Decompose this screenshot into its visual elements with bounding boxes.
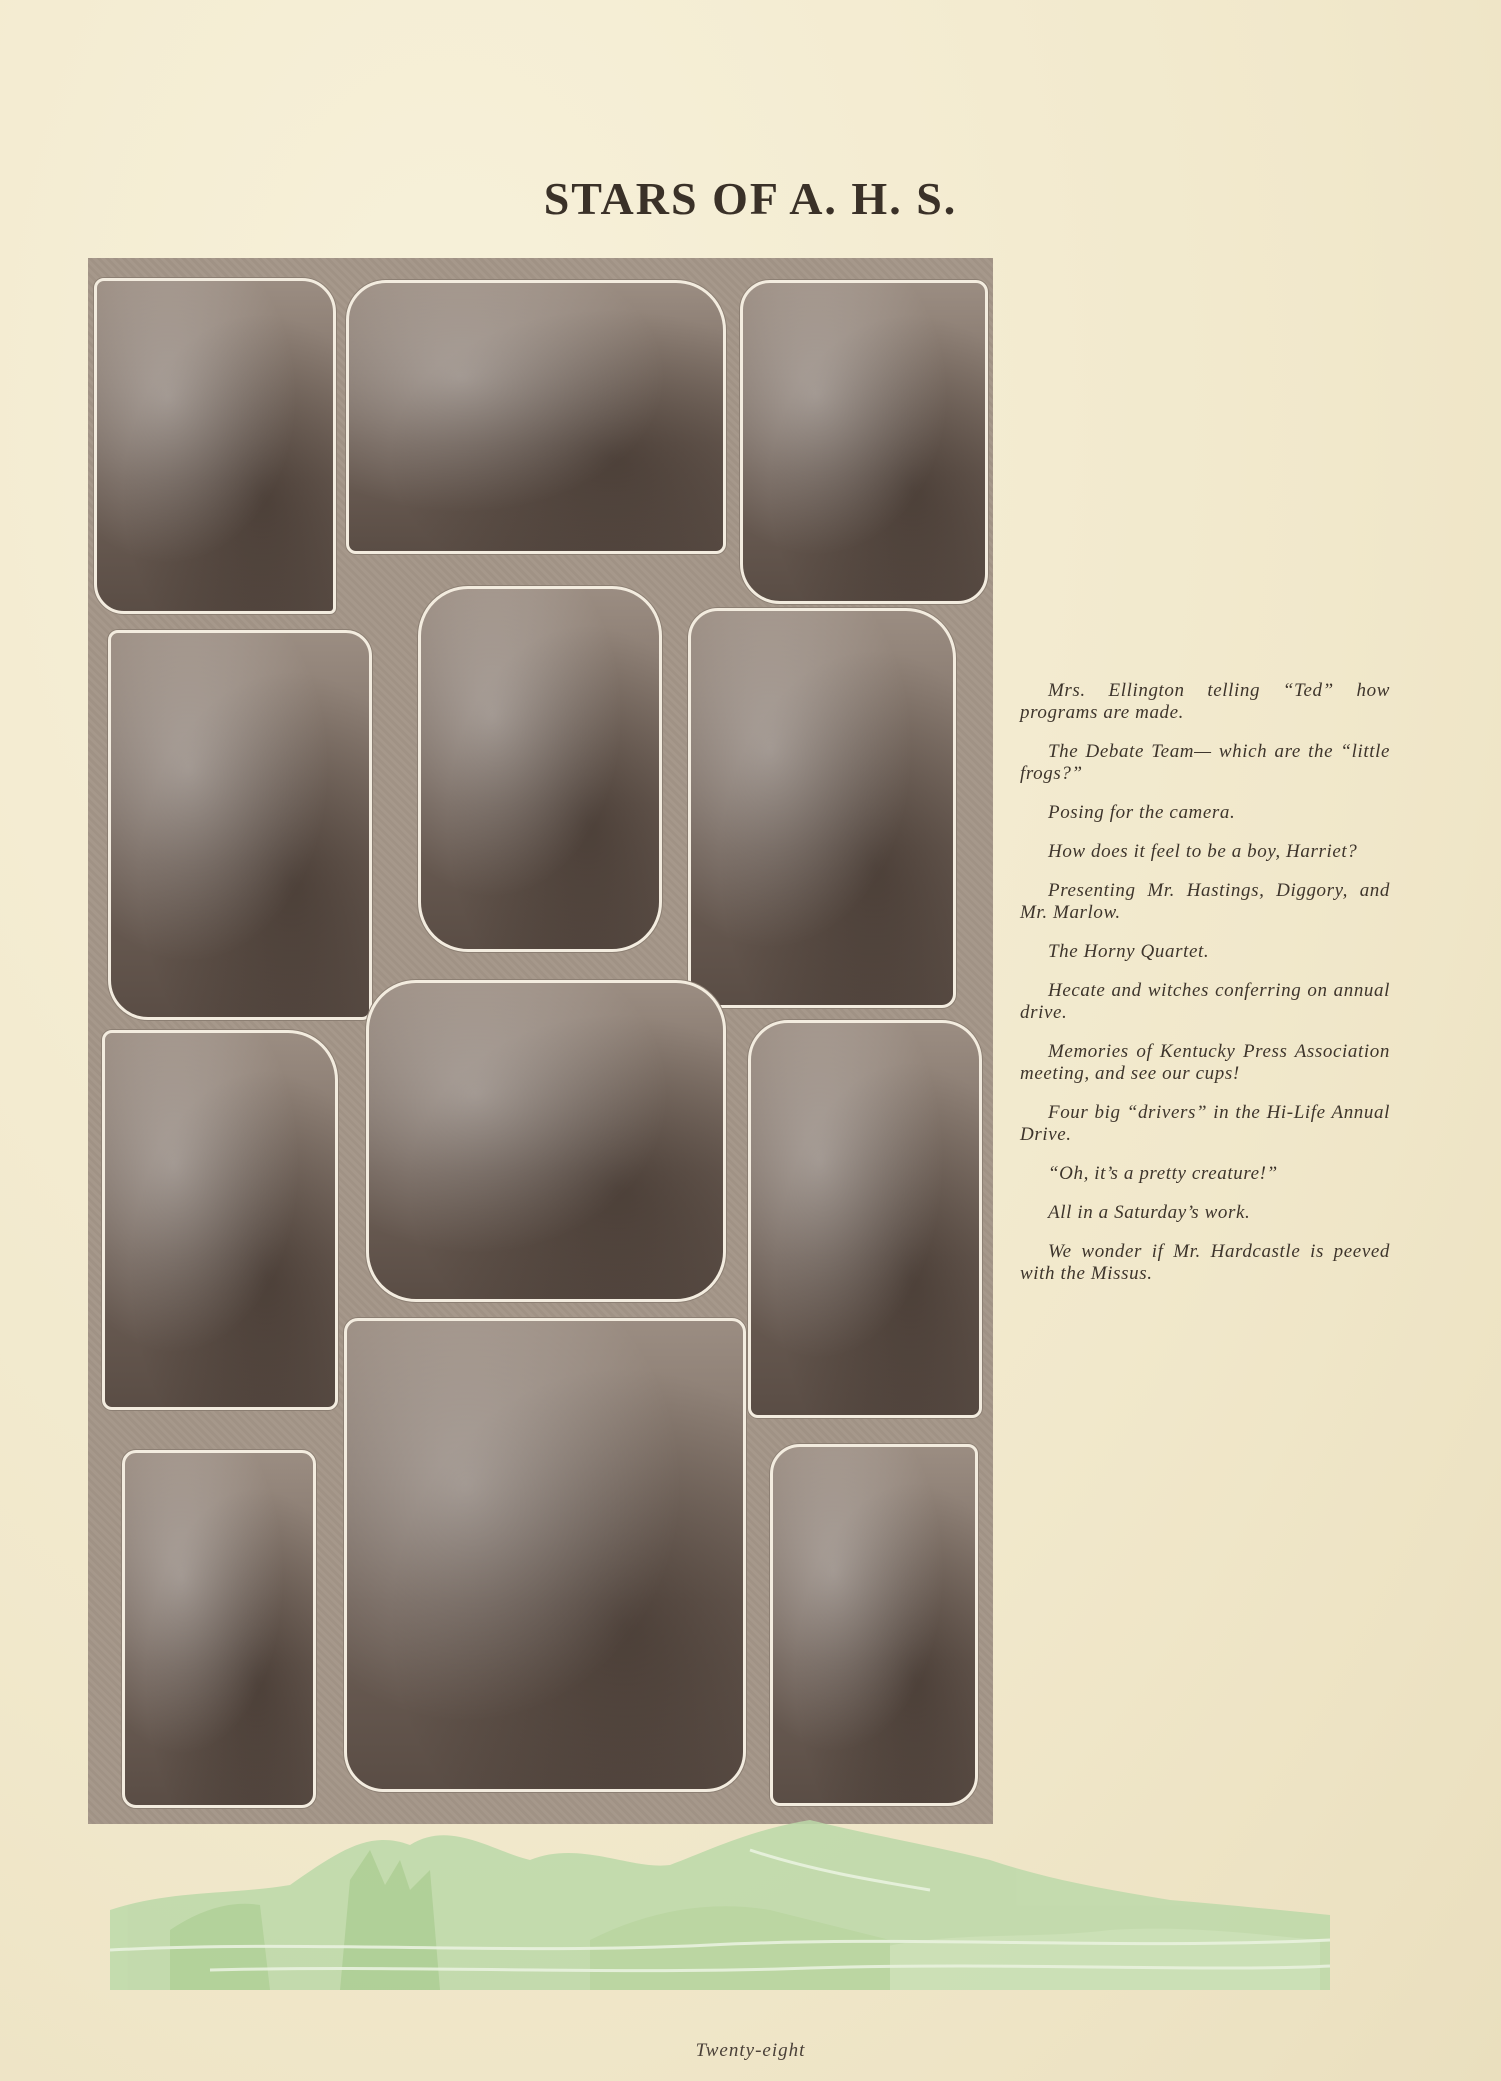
photo-hecate-witches [102, 1030, 338, 1410]
caption-10: “Oh, it’s a pretty creature!” [1048, 1163, 1278, 1184]
caption-9: Four big “drivers” in the Hi-Life Annual Drive. [1020, 1102, 1390, 1145]
photo-hardcastle [770, 1444, 978, 1806]
photo-collage [88, 258, 993, 1824]
caption-2: The Debate Team— which are the “little frogs?” [1020, 741, 1390, 784]
caption-12: We wonder if Mr. Hardcastle is peeved with the Missus. [1020, 1241, 1390, 1284]
landscape-illustration [110, 1790, 1330, 1990]
photo-posing-camera [740, 280, 988, 604]
page-number: Twenty-eight [695, 2040, 806, 2061]
caption-4: How does it feel to be a boy, Harriet? [1048, 841, 1358, 862]
caption-7: Hecate and witches conferring on annual drive. [1020, 980, 1390, 1023]
photo-horny-quartet [688, 608, 956, 1008]
photo-press-association [366, 980, 726, 1302]
caption-list [1020, 680, 1390, 1302]
caption-11: All in a Saturday’s work. [1048, 1202, 1251, 1223]
photo-four-drivers [748, 1020, 982, 1418]
caption-3: Posing for the camera. [1048, 802, 1236, 823]
photo-hastings-diggory-marlow [418, 586, 662, 952]
photo-saturday-work [344, 1318, 746, 1792]
caption-8: Memories of Kentucky Press Association meeting, and see our cups! [1020, 1041, 1390, 1084]
page-title: STARS OF A. H. S. [543, 173, 958, 224]
caption-6: The Horny Quartet. [1048, 941, 1210, 962]
caption-1: Mrs. Ellington telling “Ted” how programs are made. [1020, 680, 1390, 723]
caption-5: Presenting Mr. Hastings, Diggory, and Mr. Marlow. [1020, 880, 1390, 923]
photo-pretty-creature [122, 1450, 316, 1808]
photo-harriet [108, 630, 372, 1020]
photo-debate-team [346, 280, 726, 554]
photo-ellington-ted [94, 278, 336, 614]
